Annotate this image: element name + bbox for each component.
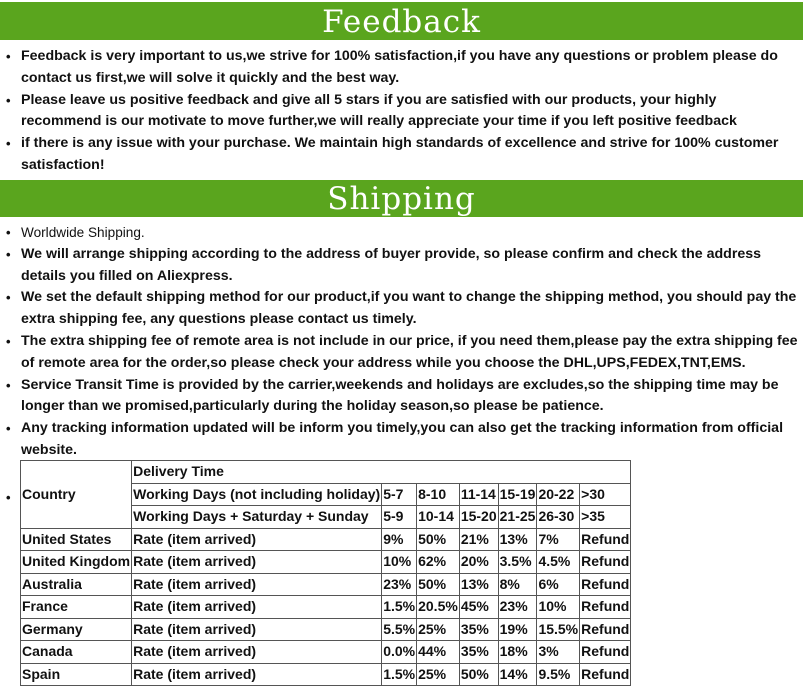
table-cell: 50% [417, 573, 460, 596]
delivery-table [20, 460, 631, 686]
feedback-title: Feedback [322, 4, 481, 40]
table-cell: 10% [382, 551, 417, 574]
table-cell: 3.5% [498, 551, 537, 574]
table-cell: 15.5% [537, 618, 580, 641]
table-cell: 3% [537, 641, 580, 664]
bullet-icon: • [6, 136, 11, 152]
table-cell: 13% [459, 573, 498, 596]
table-cell: Refund [580, 618, 631, 641]
bullet-icon: • [6, 246, 11, 262]
table-header-row [21, 461, 631, 484]
table-cell: Refund [580, 528, 631, 551]
bullet-icon: • [6, 49, 11, 64]
table-cell: 14% [498, 663, 537, 686]
delivery-time-header: Delivery Time [132, 461, 631, 484]
metric-cell: Rate (item arrived) [132, 663, 382, 686]
table-cell: 50% [417, 528, 460, 551]
table-cell: 21% [459, 528, 498, 551]
metric-cell: Rate (item arrived) [132, 596, 382, 619]
table-row [21, 618, 631, 641]
table-cell: 8% [498, 573, 537, 596]
feedback-list [0, 46, 803, 177]
metric-cell: Rate (item arrived) [132, 551, 382, 574]
table-cell: 20.5% [417, 596, 460, 619]
bullet-icon: • [6, 421, 11, 437]
table-cell: 35% [459, 641, 498, 664]
table-cell: 1.5% [382, 663, 417, 686]
table-row [21, 528, 631, 551]
feedback-banner [0, 2, 803, 40]
table-cell: 10-14 [417, 506, 460, 529]
shipping-list [0, 222, 803, 462]
table-cell: >30 [580, 483, 631, 506]
table-cell: 6% [537, 573, 580, 596]
country-cell: United Kingdom [21, 551, 132, 574]
table-cell: 50% [459, 663, 498, 686]
bullet-icon: • [6, 225, 11, 240]
feedback-item: • Please leave us positive feedback and give all 5 stars if you are satisfied with our products, your highly recommend is our motivate to move further,we will really appreciate your time if you left positive feedback [6, 91, 737, 130]
table-cell: 15-20 [459, 506, 498, 529]
shipping-item: • We will arrange shipping according to the address of buyer provide, so please confirm and check the address details you filled on Aliexpress. [6, 245, 762, 284]
table-cell: 62% [417, 551, 460, 574]
shipping-banner [0, 180, 803, 217]
table-cell: 20-22 [537, 483, 580, 506]
table-cell: Refund [580, 596, 631, 619]
table-cell: 18% [498, 641, 537, 664]
table-cell: Refund [580, 641, 631, 664]
table-cell: 23% [382, 573, 417, 596]
table-cell: 35% [459, 618, 498, 641]
country-cell: France [21, 596, 132, 619]
table-cell: Refund [580, 573, 631, 596]
table-cell: 1.5% [382, 596, 417, 619]
table-cell: 5.5% [382, 618, 417, 641]
table-cell: 25% [417, 618, 460, 641]
table-cell: 4.5% [537, 551, 580, 574]
working-days-label: Working Days (not including holiday) [132, 483, 382, 506]
table-cell: 5-9 [382, 506, 417, 529]
table-row [21, 641, 631, 664]
table-cell: 23% [498, 596, 537, 619]
table-cell: 21-25 [498, 506, 537, 529]
metric-cell: Rate (item arrived) [132, 573, 382, 596]
table-cell: 10% [537, 596, 580, 619]
bullet-icon: • [6, 490, 11, 505]
metric-cell: Rate (item arrived) [132, 641, 382, 664]
country-cell: Germany [21, 618, 132, 641]
feedback-item: • Feedback is very important to us,we strive for 100% satisfaction,if you have any questions or problem please do contact us first,we will solve it quickly and the best way. [6, 48, 778, 86]
shipping-item: • Service Transit Time is provided by the carrier,weekends and holidays are excludes,so the shipping time may be longer than we promised,particularly during the holiday season,so please be patience. [6, 376, 779, 415]
country-cell: Spain [21, 663, 132, 686]
bullet-icon: • [6, 290, 11, 306]
table-cell: >35 [580, 506, 631, 529]
country-header: Country [21, 461, 132, 529]
saturday-label: Working Days + Saturday + Sunday [132, 506, 382, 529]
table-cell: 44% [417, 641, 460, 664]
bullet-icon: • [6, 92, 11, 108]
bullet-icon: • [6, 377, 11, 393]
table-row [21, 663, 631, 686]
table-cell: 26-30 [537, 506, 580, 529]
table-cell: 13% [498, 528, 537, 551]
table-cell: 9% [382, 528, 417, 551]
table-cell: 20% [459, 551, 498, 574]
metric-cell: Rate (item arrived) [132, 618, 382, 641]
country-cell: Canada [21, 641, 132, 664]
country-cell: Australia [21, 573, 132, 596]
table-cell: 25% [417, 663, 460, 686]
country-cell: United States [21, 528, 132, 551]
table-cell: 11-14 [459, 483, 498, 506]
table-row [21, 596, 631, 619]
table-cell: 9.5% [537, 663, 580, 686]
table-cell: 19% [498, 618, 537, 641]
table-cell: 8-10 [417, 483, 460, 506]
shipping-title: Shipping [327, 181, 476, 217]
table-row [21, 551, 631, 574]
metric-cell: Rate (item arrived) [132, 528, 382, 551]
table-cell: 5-7 [382, 483, 417, 506]
shipping-item: • Any tracking information updated will be inform you timely,you can also get the tracking information from official website. [6, 420, 784, 458]
table-row [21, 573, 631, 596]
table-cell: Refund [580, 663, 631, 686]
table-cell: 45% [459, 596, 498, 619]
bullet-icon: • [6, 333, 11, 349]
table-cell: 7% [537, 528, 580, 551]
shipping-item: • The extra shipping fee of remote area is not include in our price, if you need them,please pay the extra shipping fee of remote area for the order,so please check your address while you choose the DHL,UPS,FEDEX,TNT,EMS. [6, 332, 798, 371]
table-cell: Refund [580, 551, 631, 574]
shipping-item: • We set the default shipping method for our product,if you want to change the shipping method, you should pay the extra shipping fee, any questions please contact us timely. [6, 289, 797, 328]
table-cell: 15-19 [498, 483, 537, 506]
table-cell: 0.0% [382, 641, 417, 664]
shipping-item: • Worldwide Shipping. [0, 222, 803, 244]
feedback-item: • if there is any issue with your purchase. We maintain high standards of excellence and strive for 100% customer satisfaction! [6, 135, 779, 173]
